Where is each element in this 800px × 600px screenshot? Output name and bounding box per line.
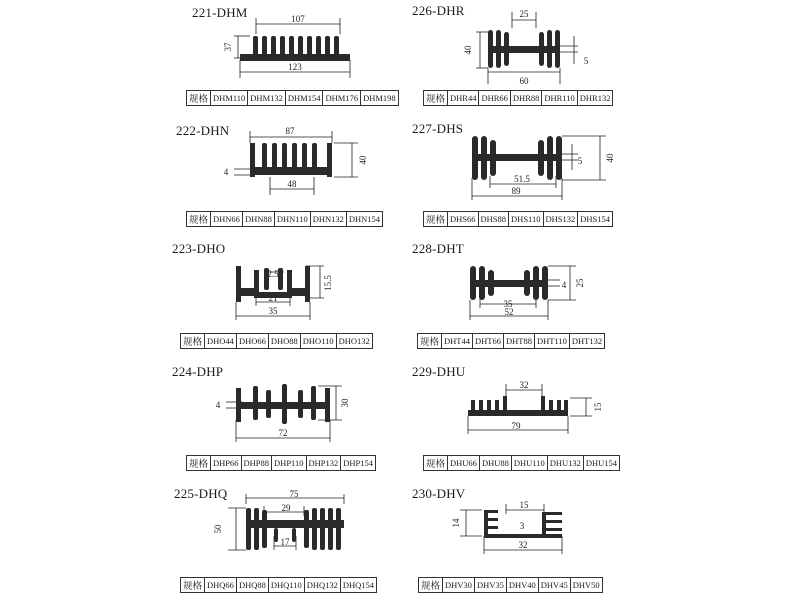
- spec-cell: DHU154: [583, 456, 619, 471]
- spec-cell: DHV35: [474, 578, 506, 593]
- profile-title: 224-DHP: [172, 364, 224, 379]
- spec-cell: DHO44: [205, 334, 237, 349]
- spec-table: [186, 455, 376, 471]
- spec-label: 规格: [419, 578, 443, 593]
- profile-drawing-dhu: [458, 378, 608, 438]
- dimension-label: 30: [340, 398, 350, 408]
- spec-label: 规格: [424, 456, 448, 471]
- dimension-label: 5: [583, 56, 589, 66]
- spec-cell: DHQ132: [304, 578, 340, 593]
- dimension-label: 5: [577, 156, 583, 166]
- spec-table: [423, 211, 613, 227]
- dimension-label: 15.5: [323, 275, 333, 291]
- spec-cell: DHO88: [268, 334, 300, 349]
- spec-cell: DHP110: [272, 456, 306, 471]
- profile-title: 228-DHT: [412, 241, 464, 256]
- spec-table: [417, 333, 605, 349]
- spec-table: [418, 577, 603, 593]
- spec-cell: DHP132: [306, 456, 341, 471]
- profile-title: 230-DHV: [412, 486, 466, 501]
- spec-label: 规格: [187, 456, 211, 471]
- dimension-label: 25: [575, 278, 585, 288]
- spec-cell: DHS88: [478, 212, 509, 227]
- spec-cell: DHT88: [503, 334, 534, 349]
- dimension-label: 4: [215, 400, 221, 410]
- spec-cell: DHM198: [361, 91, 399, 106]
- spec-cell: DHR132: [577, 91, 613, 106]
- spec-cell: DHM110: [211, 91, 248, 106]
- spec-cell: DHU88: [479, 456, 511, 471]
- spec-cell: DHT66: [473, 334, 504, 349]
- dimension-label: 107: [291, 14, 305, 24]
- dimension-label: 32: [518, 540, 528, 550]
- profile-drawing-dhq: [206, 488, 356, 560]
- spec-table: [180, 333, 373, 349]
- profile-drawing-dhn: [222, 125, 372, 200]
- dimension-label: 4: [561, 280, 567, 290]
- spec-cell: DHO132: [336, 334, 372, 349]
- spec-cell: DHT132: [569, 334, 604, 349]
- dimension-label: 17: [280, 537, 290, 547]
- dimension-label: 32: [519, 380, 529, 390]
- spec-cell: DHQ88: [236, 578, 268, 593]
- spec-cell: DHO110: [300, 334, 336, 349]
- spec-label: 规格: [181, 334, 205, 349]
- dimension-label: 4: [223, 167, 229, 177]
- profile-drawing-dhp: [208, 380, 358, 446]
- spec-cell: DHR88: [510, 91, 541, 106]
- dimension-label: 3: [519, 521, 525, 531]
- spec-cell: DHM132: [248, 91, 286, 106]
- dimension-label: 40: [605, 153, 615, 163]
- spec-cell: DHN154: [346, 212, 382, 227]
- dimension-label: 40: [463, 45, 473, 55]
- spec-cell: DHT110: [534, 334, 569, 349]
- dimension-label: 2.5: [267, 269, 279, 279]
- spec-table: [186, 211, 383, 227]
- profile-drawing-dhs: [460, 128, 620, 203]
- dimension-label: 35: [503, 299, 513, 309]
- profile-drawing-dho: [226, 258, 336, 324]
- spec-cell: DHO66: [236, 334, 268, 349]
- dimension-label: 15: [519, 500, 529, 510]
- spec-cell: DHQ110: [268, 578, 304, 593]
- spec-label: 规格: [181, 578, 205, 593]
- profile-title: 229-DHU: [412, 364, 466, 379]
- spec-cell: DHU66: [448, 456, 480, 471]
- profile-title: 222-DHN: [176, 123, 230, 138]
- spec-cell: DHR44: [448, 91, 479, 106]
- spec-table: [180, 577, 377, 593]
- dimension-label: 87: [285, 126, 295, 136]
- spec-cell: DHV50: [570, 578, 602, 593]
- spec-cell: DHU110: [511, 456, 547, 471]
- spec-cell: DHR66: [479, 91, 510, 106]
- dimension-label: 48: [287, 179, 297, 189]
- profile-title: 221-DHM: [192, 5, 248, 20]
- spec-table: [186, 90, 399, 106]
- profile-title: 227-DHS: [412, 121, 464, 136]
- spec-label: 规格: [187, 91, 211, 106]
- profile-title: 226-DHR: [412, 3, 465, 18]
- dimension-label: 89: [511, 186, 521, 196]
- spec-cell: DHP154: [341, 456, 376, 471]
- dimension-label: 37: [223, 42, 233, 52]
- spec-cell: DHS132: [543, 212, 578, 227]
- spec-cell: DHV40: [506, 578, 538, 593]
- dimension-label: 50: [213, 524, 223, 534]
- dimension-label: 60: [519, 76, 529, 86]
- dimension-label: 79: [511, 421, 521, 431]
- spec-cell: DHM154: [285, 91, 323, 106]
- spec-cell: DHS110: [509, 212, 543, 227]
- spec-cell: DHR110: [542, 91, 577, 106]
- spec-cell: DHV30: [443, 578, 475, 593]
- profile-title: 225-DHQ: [174, 486, 228, 501]
- spec-cell: DHN110: [274, 212, 310, 227]
- dimension-label: 72: [278, 428, 288, 438]
- spec-label: 规格: [424, 212, 448, 227]
- spec-cell: DHN66: [211, 212, 243, 227]
- spec-cell: DHQ154: [340, 578, 376, 593]
- dimension-label: 14: [451, 518, 461, 528]
- dimension-label: 21: [268, 293, 278, 303]
- spec-cell: DHT44: [442, 334, 473, 349]
- spec-cell: DHS154: [578, 212, 613, 227]
- dimension-label: 35: [268, 306, 278, 316]
- spec-cell: DHS66: [448, 212, 479, 227]
- spec-label: 规格: [418, 334, 442, 349]
- profile-title: 223-DHO: [172, 241, 226, 256]
- profile-drawing-dhv: [446, 496, 576, 556]
- spec-cell: DHP88: [241, 456, 272, 471]
- spec-label: 规格: [424, 91, 448, 106]
- spec-cell: DHN132: [310, 212, 346, 227]
- spec-table: [423, 455, 620, 471]
- dimension-label: 75: [289, 489, 299, 499]
- dimension-label: 51.5: [514, 174, 530, 184]
- spec-label: 规格: [187, 212, 211, 227]
- profile-drawing-dht: [460, 260, 600, 326]
- dimension-label: 25: [519, 9, 529, 19]
- dimension-label: 15: [593, 402, 603, 412]
- spec-cell: DHM176: [323, 91, 361, 106]
- spec-cell: DHN88: [242, 212, 274, 227]
- dimension-label: 123: [288, 62, 302, 72]
- dimension-label: 52: [504, 307, 514, 317]
- spec-cell: DHV45: [538, 578, 570, 593]
- profile-drawing-dhr: [456, 6, 596, 86]
- spec-table: [423, 90, 613, 106]
- spec-cell: DHP66: [211, 456, 242, 471]
- spec-cell: DHQ66: [205, 578, 237, 593]
- dimension-label: 40: [358, 155, 368, 165]
- dimension-label: 29: [281, 503, 291, 513]
- spec-cell: DHU132: [547, 456, 583, 471]
- profile-drawing-dhm: [210, 14, 380, 80]
